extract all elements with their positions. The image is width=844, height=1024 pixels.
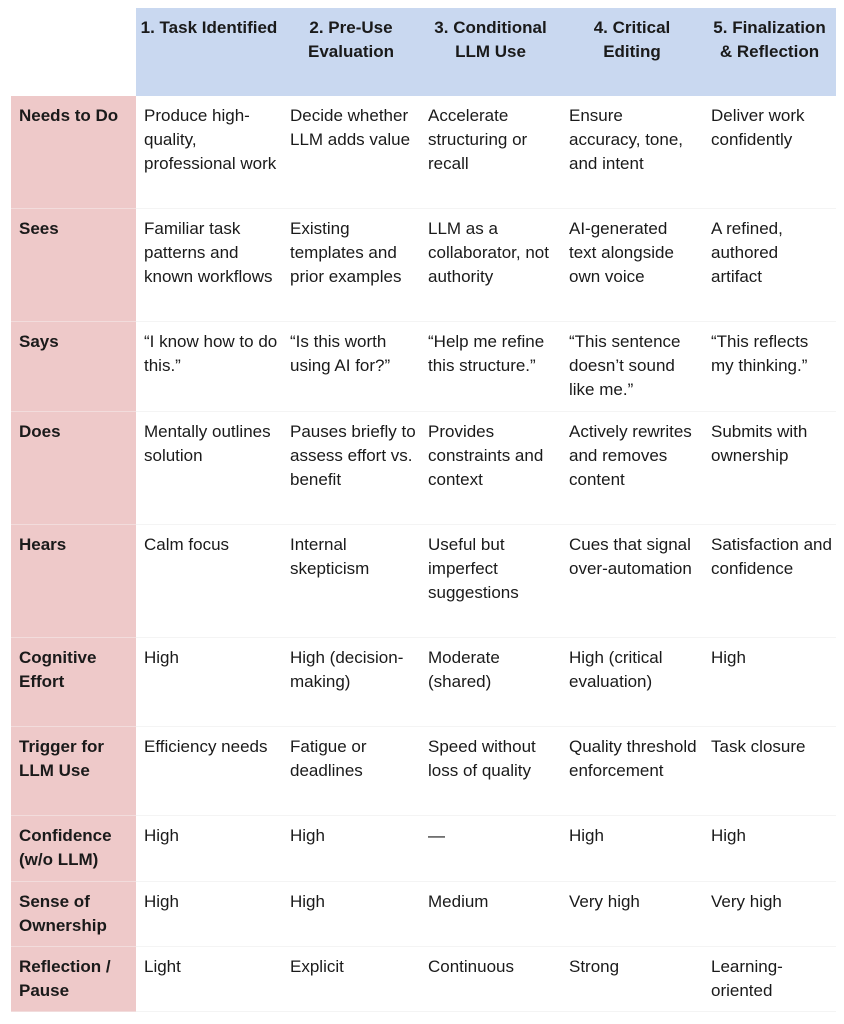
column-header-critical-editing: 4. Critical Editing [561,8,703,96]
row-header-hears: Hears [11,525,136,638]
row-header-sense-of-ownership: Sense of Ownership [11,882,136,947]
table-cell: Continuous [420,947,561,1012]
table-cell: “I know how to do this.” [136,322,282,412]
table-cell: Provides constraints and context [420,412,561,525]
column-header-pre-use-evaluation: 2. Pre-Use Evaluation [282,8,420,96]
table-cell: Ensure accuracy, tone, and intent [561,96,703,209]
table-cell: High [561,816,703,882]
table-cell: Calm focus [136,525,282,638]
row-header-sees: Sees [11,209,136,322]
table-cell: High (decision-making) [282,638,420,727]
table-cell: Decide whether LLM adds value [282,96,420,209]
table-cell: Strong [561,947,703,1012]
table-cell: “Help me refine this structure.” [420,322,561,412]
column-header-finalization-reflection: 5. Finalization & Reflection [703,8,836,96]
table-cell: Speed without loss of quality [420,727,561,816]
table-cell: Mentally outlines solution [136,412,282,525]
table-cell: Submits with ownership [703,412,836,525]
row-header-needs-to-do: Needs to Do [11,96,136,209]
table-cell: AI-generated text alongside own voice [561,209,703,322]
table-cell: Medium [420,882,561,947]
table-cell: High [136,638,282,727]
column-header-conditional-llm-use: 3. Conditional LLM Use [420,8,561,96]
table-cell: “This reflects my thinking.” [703,322,836,412]
table-cell: High [136,816,282,882]
table-cell: Light [136,947,282,1012]
table-cell: Pauses briefly to assess effort vs. benefit [282,412,420,525]
table-cell: Satisfaction and confidence [703,525,836,638]
table-cell: Task closure [703,727,836,816]
table-cell: High [703,816,836,882]
table-cell: Very high [703,882,836,947]
table-cell: Learning-oriented [703,947,836,1012]
table-cell: “Is this worth using AI for?” [282,322,420,412]
table-cell: A refined, authored artifact [703,209,836,322]
row-header-trigger-for-llm-use: Trigger for LLM Use [11,727,136,816]
table-cell: Useful but imperfect suggestions [420,525,561,638]
row-header-reflection-pause: Reflection / Pause [11,947,136,1012]
table-cell: Fatigue or deadlines [282,727,420,816]
row-header-does: Does [11,412,136,525]
table-cell: High (critical evaluation) [561,638,703,727]
table-cell: “This sentence doesn’t sound like me.” [561,322,703,412]
table-cell: High [282,816,420,882]
column-header-task-identified: 1. Task Identified [136,8,282,96]
table-cell: High [703,638,836,727]
table-cell: Explicit [282,947,420,1012]
table-cell: — [420,816,561,882]
journey-map-table [11,8,836,1012]
table-cell: Familiar task patterns and known workflows [136,209,282,322]
table-cell: Deliver work confidently [703,96,836,209]
table-cell: LLM as a collaborator, not authority [420,209,561,322]
row-header-cognitive-effort: Cognitive Effort [11,638,136,727]
table-cell: Existing templates and prior examples [282,209,420,322]
table-cell: Actively rewrites and removes content [561,412,703,525]
table-cell: Efficiency needs [136,727,282,816]
row-header-confidence: Confidence (w/o LLM) [11,816,136,882]
table-cell: Very high [561,882,703,947]
table-cell: Quality threshold enforcement [561,727,703,816]
row-header-says: Says [11,322,136,412]
table-corner [11,8,136,96]
table-cell: High [282,882,420,947]
table-cell: Accelerate structuring or recall [420,96,561,209]
table-cell: Internal skepticism [282,525,420,638]
table-cell: Produce high-quality, professional work [136,96,282,209]
table-cell: Cues that signal over-automation [561,525,703,638]
table-cell: Moderate (shared) [420,638,561,727]
table-cell: High [136,882,282,947]
